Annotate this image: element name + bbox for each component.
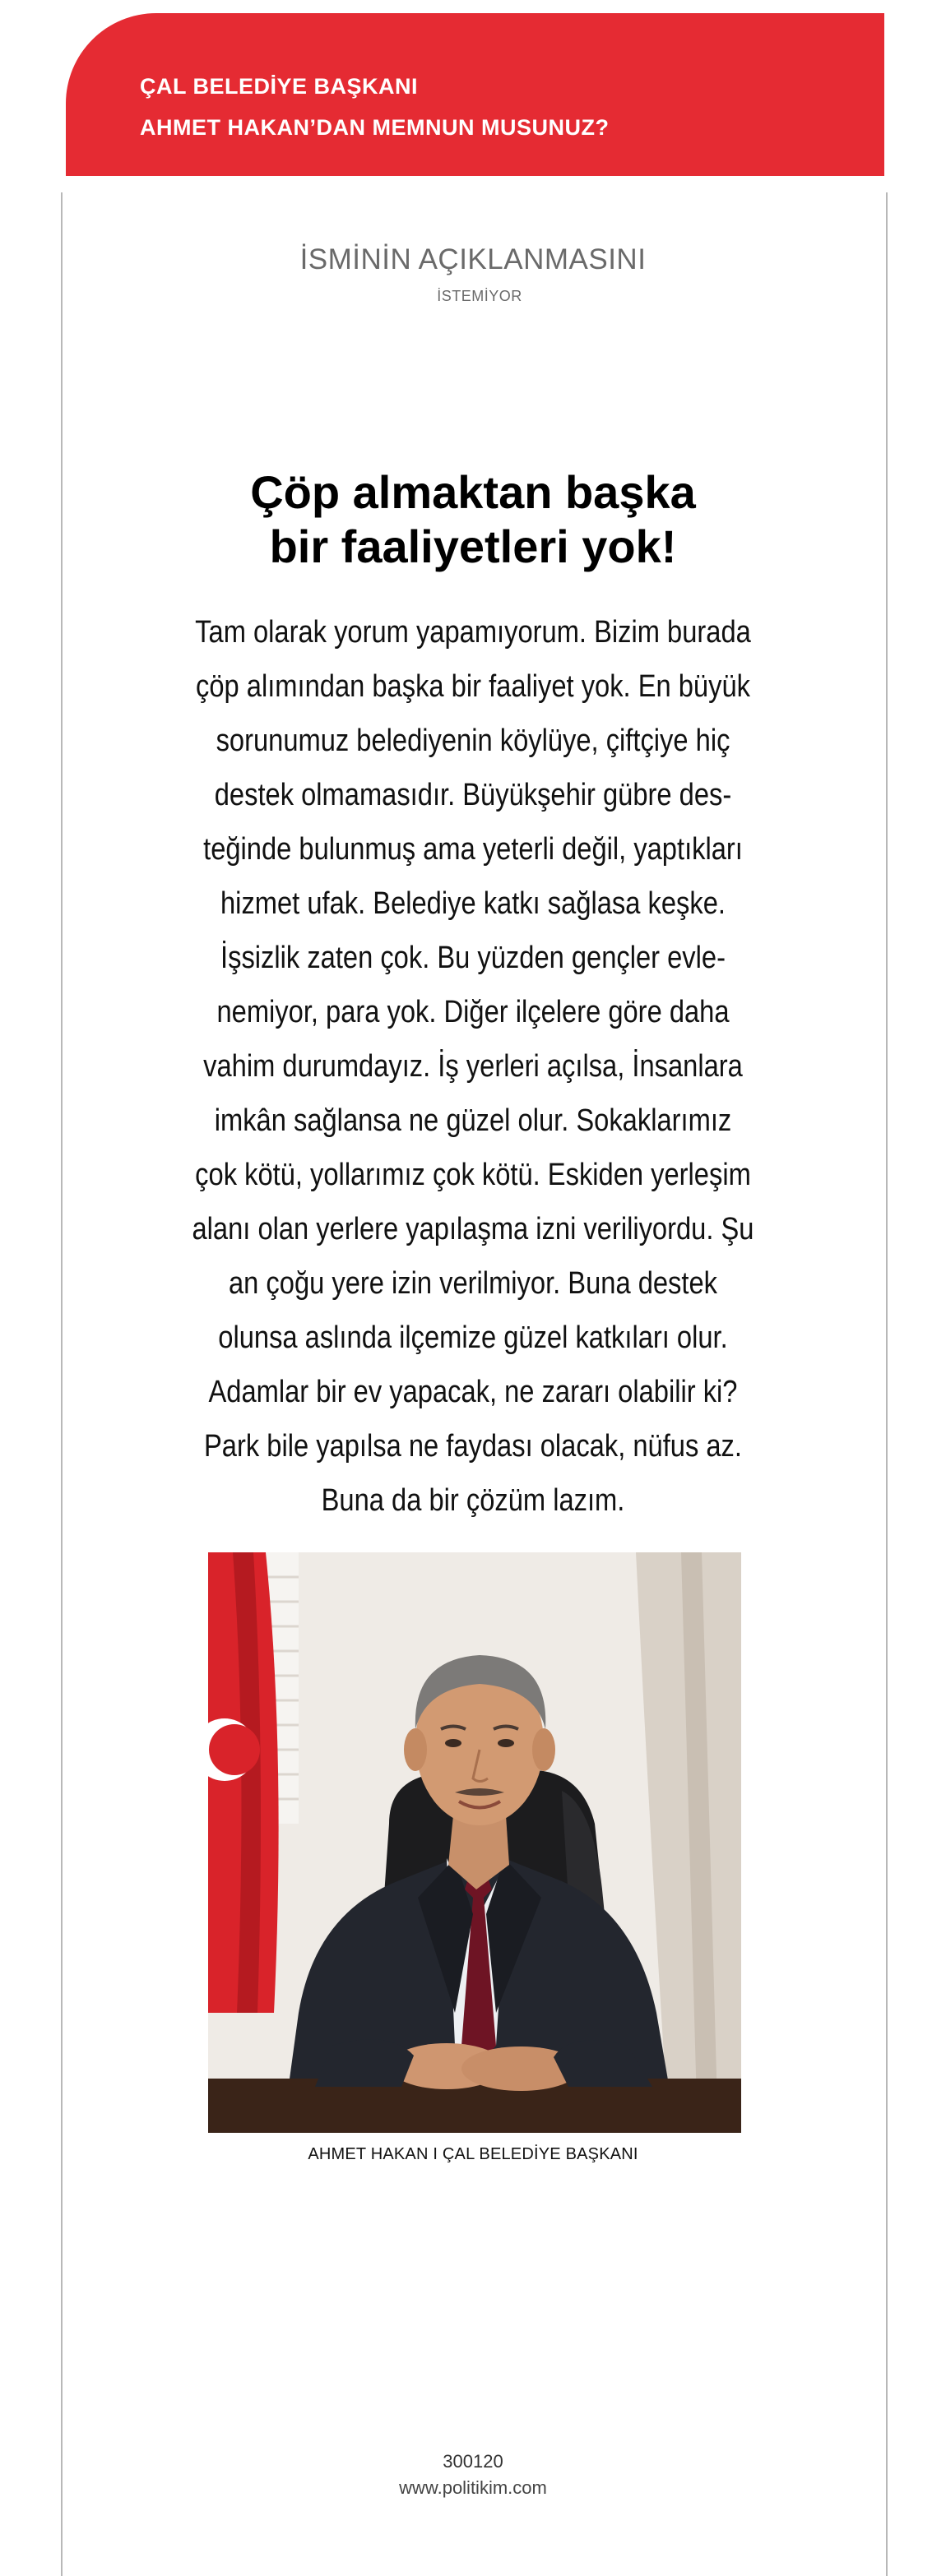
body-line: çok kötü, yollarımız çok kötü. Eskiden yerleşim: [195, 1158, 751, 1192]
respondent-subtitle: İSTEMİYOR: [437, 288, 522, 304]
article-headline: [0, 465, 946, 574]
body-line: çöp alımından başka bir faaliyet yok. En büyük: [196, 669, 750, 704]
headline-line-2: bir faaliyetleri yok!: [269, 520, 677, 572]
photo-caption: AHMET HAKAN I ÇAL BELEDİYE BAŞKANI: [308, 2145, 638, 2163]
respondent-name: İSMİNİN AÇIKLANMASINI: [299, 243, 647, 275]
body-line: destek olmamasıdır. Büyükşehir gübre des-: [214, 778, 732, 812]
body-line: Buna da bir çözüm lazım.: [321, 1483, 625, 1518]
body-line: sorunumuz belediyenin köylüye, çiftçiye hiç: [216, 724, 730, 758]
body-line: imkân sağlansa ne güzel olur. Sokaklarımız: [214, 1103, 732, 1138]
header-title-line-1: ÇAL BELEDİYE BAŞKANI: [140, 74, 419, 99]
header-banner: [66, 13, 884, 176]
body-line: hizmet ufak. Belediye katkı sağlasa keşke.: [220, 886, 726, 921]
body-line: alanı olan yerlere yapılaşma izni veriliyordu. Şu: [192, 1212, 754, 1246]
portrait-photo: [208, 1552, 741, 2133]
body-line: İşsizlik zaten çok. Bu yüzden gençler evle-: [220, 941, 726, 975]
footer-page-code: 300120: [443, 2451, 503, 2472]
body-line: Park bile yapılsa ne faydası olacak, nüfus az.: [204, 1429, 742, 1464]
body-line: nemiyor, para yok. Diğer ilçelere göre daha: [216, 995, 730, 1029]
body-line: Adamlar bir ev yapacak, ne zararı olabilir ki?: [208, 1375, 738, 1409]
body-line: olunsa aslında ilçemize güzel katkıları olur.: [218, 1320, 728, 1355]
article-body: [123, 605, 823, 1528]
flag-icon: [208, 1552, 279, 2013]
body-line: Tam olarak yorum yapamıyorum. Bizim burada: [195, 615, 751, 650]
body-line: an çoğu yere izin verilmiyor. Buna destek: [229, 1266, 717, 1301]
header-title-line-2: AHMET HAKAN’DAN MEMNUN MUSUNUZ?: [140, 115, 610, 140]
headline-line-1: Çöp almaktan başka: [250, 466, 696, 518]
body-line: teğinde bulunmuş ama yeterli değil, yaptıkları: [203, 832, 743, 867]
footer-website-url: www.politikim.com: [399, 2477, 547, 2498]
body-line: vahim durumdayız. İş yerleri açılsa, İnsanlara: [203, 1049, 743, 1084]
